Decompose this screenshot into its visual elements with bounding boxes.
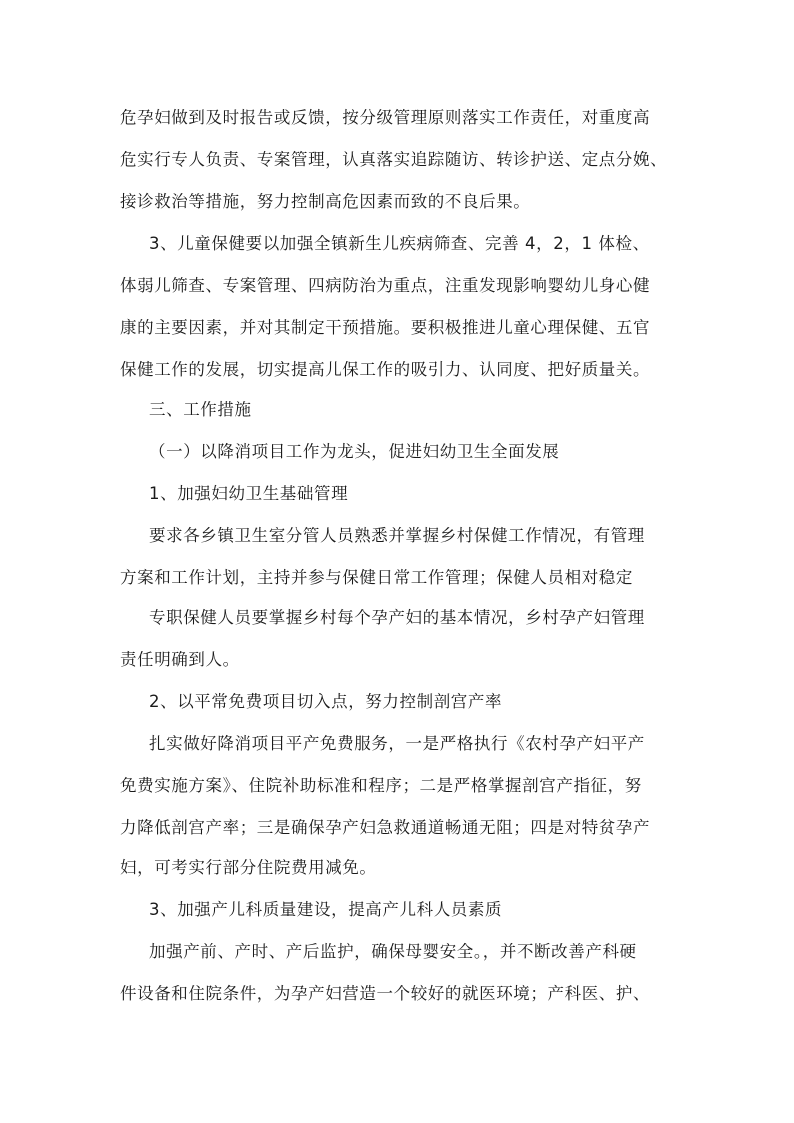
text-line: 体弱儿筛查、专案管理、四病防治为重点，注重发现影响婴幼儿身心健: [120, 276, 651, 295]
text-line: 康的主要因素，并对其制定干预措施。要积极推进儿童心理保健、五官: [120, 318, 651, 337]
section-heading: 三、工作措施: [149, 400, 252, 419]
text-line: 力降低剖宫产率；三是确保孕产妇急救通道畅通无阻；四是对特贫孕产: [120, 818, 651, 837]
text-line: 扎实做好降消项目平产免费服务，一是严格执行《农村孕产妇平产: [149, 734, 645, 753]
item-heading: 2、以平常免费项目切入点，努力控制剖宫产率: [149, 692, 503, 711]
text-line: 专职保健人员要掌握乡村每个孕产妇的基本情况，乡村孕产妇管理: [149, 608, 645, 627]
text-line: 件设备和住院条件，为孕产妇营造一个较好的就医环境；产科医、护、: [120, 984, 651, 1003]
text-line: 妇，可考实行部分住院费用减免。: [120, 858, 377, 877]
text-line: 接诊救治等措施，努力控制高危因素而致的不良后果。: [120, 192, 531, 211]
text-line: 责任明确到人。: [120, 650, 240, 669]
text-line: 要求各乡镇卫生室分管人员熟悉并掌握乡村保健工作情况，有管理: [149, 526, 645, 545]
text-line: 加强产前、产时、产后监护，确保母婴安全。，并不断改善产科硬: [149, 942, 637, 961]
text-line: 保健工作的发展，切实提高儿保工作的吸引力、认同度、把好质量关。: [120, 360, 651, 379]
text-line: 方案和工作计划，主持并参与保健日常工作管理；保健人员相对稳定: [120, 568, 633, 587]
item-heading: 3、加强产儿科质量建设，提高产儿科人员素质: [149, 900, 503, 919]
text-line: 3、儿童保健要以加强全镇新生儿疾病筛查、完善 4，2，1 体检、: [149, 234, 650, 253]
text-line: 危孕妇做到及时报告或反馈，按分级管理原则落实工作责任，对重度高: [120, 108, 651, 127]
subsection-heading: （一）以降消项目工作为龙头，促进妇幼卫生全面发展: [149, 442, 560, 461]
text-line: 免费实施方案》、住院补助标准和程序；二是严格掌握剖宫产指征，努: [120, 776, 642, 795]
item-heading: 1、加强妇幼卫生基础管理: [149, 484, 349, 503]
text-line: 危实行专人负责、专案管理，认真落实追踪随访、转诊护送、定点分娩、: [120, 150, 668, 169]
